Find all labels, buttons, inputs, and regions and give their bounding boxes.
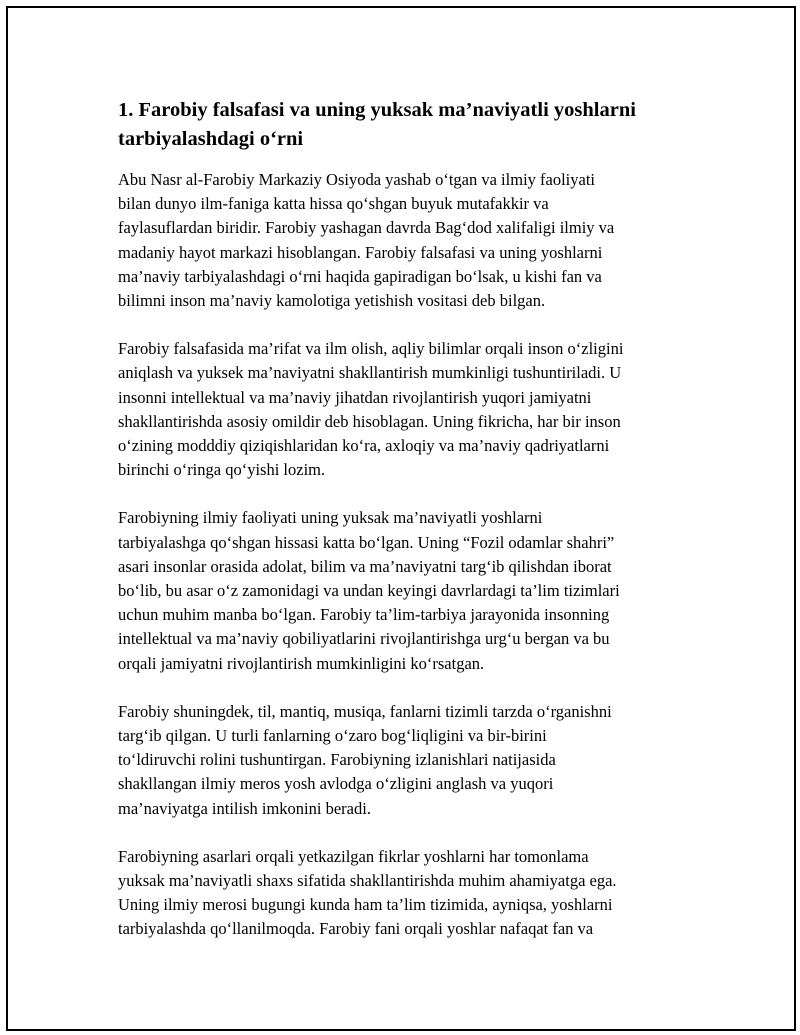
paragraph-4: Farobiy shuningdek, til, mantiq, musiqa, fanlarni tizimli tarzda o‘rganishni targ‘ib qilgan. U turli fanlarning o‘zaro bog‘liqligini va bir-birini to‘ldiruvchi rolini tushuntirgan. Farobiyning izlanishlari natijasida shakllangan ilmiy meros yosh avlodga o‘zligini anglash va yuqori ma’naviyatga intilish imkonini beradi. <box>118 701 612 818</box>
section-heading: 1. Farobiy falsafasi va uning yuksak ma’naviyatli yoshlarni tarbiyalashdagi o‘rni <box>118 99 636 150</box>
paragraph-3: Farobiyning ilmiy faoliyati uning yuksak ma’naviyatli yoshlarni tarbiyalashga qo‘shgan hissasi katta bo‘lgan. Uning “Fozil odamlar shahri” asari insonlar orasida adolat, bilim va ma’naviyatni targ‘ib qilishdan iborat bo‘lib, bu asar o‘z zamonidagi va undan keyingi davrlardagi ta’lim tizimlari uchun muhim manba bo‘lgan. Farobiy ta’lim-tarbiya jarayonida insonning intellektual va ma’naviy qobiliyatlarini rivojlantirishga urg‘u bergan va bu orqali jamiyatni rivojlantirish mumkinligini ko‘rsatgan. <box>118 508 620 673</box>
paragraph-1: Abu Nasr al-Farobiy Markaziy Osiyoda yashab o‘tgan va ilmiy faoliyati bilan dunyo ilm-faniga katta hissa qo‘shgan buyuk mutafakkir va faylasuflardan biridir. Farobiy yashagan davrda Bag‘dod xalifaligi ilmiy va madaniy hayot markazi hisoblangan. Farobiy falsafasi va uning yoshlarni ma’naviy tarbiyalashdagi o‘rni haqida gapiradigan bo‘lsak, u kishi fan va bilimni inson ma’naviy kamolotiga yetishish vositasi deb bilgan. <box>118 170 615 311</box>
document-body <box>118 96 698 966</box>
paragraph-5: Farobiyning asarlari orqali yetkazilgan fikrlar yoshlarni har tomonlama yuksak ma’naviyatli shaxs sifatida shakllantirishda muhim ahamiyatga ega. Uning ilmiy merosi bugungi kunda ham ta’lim tizimida, ayniqsa, yoshlarni tarbiyalashda qo‘llanilmoqda. Farobiy fani orqali yoshlar nafaqat fan va <box>118 846 617 939</box>
paragraph-2: Farobiy falsafasida ma’rifat va ilm olish, aqliy bilimlar orqali inson o‘zligini aniqlash va yuksek ma’naviyatni shakllantirish mumkinligi tushuntiriladi. U insonni intellektual va ma’naviy jihatdan rivojlantirish yuqori jamiyatni shakllantirishda asosiy omildir deb hisoblagan. Uning fikricha, har bir inson o‘zining modddiy qiziqishlaridan ko‘ra, axloqiy va ma’naviy qadriyatlarni birinchi o‘ringa qo‘yishi lozim. <box>118 339 624 480</box>
